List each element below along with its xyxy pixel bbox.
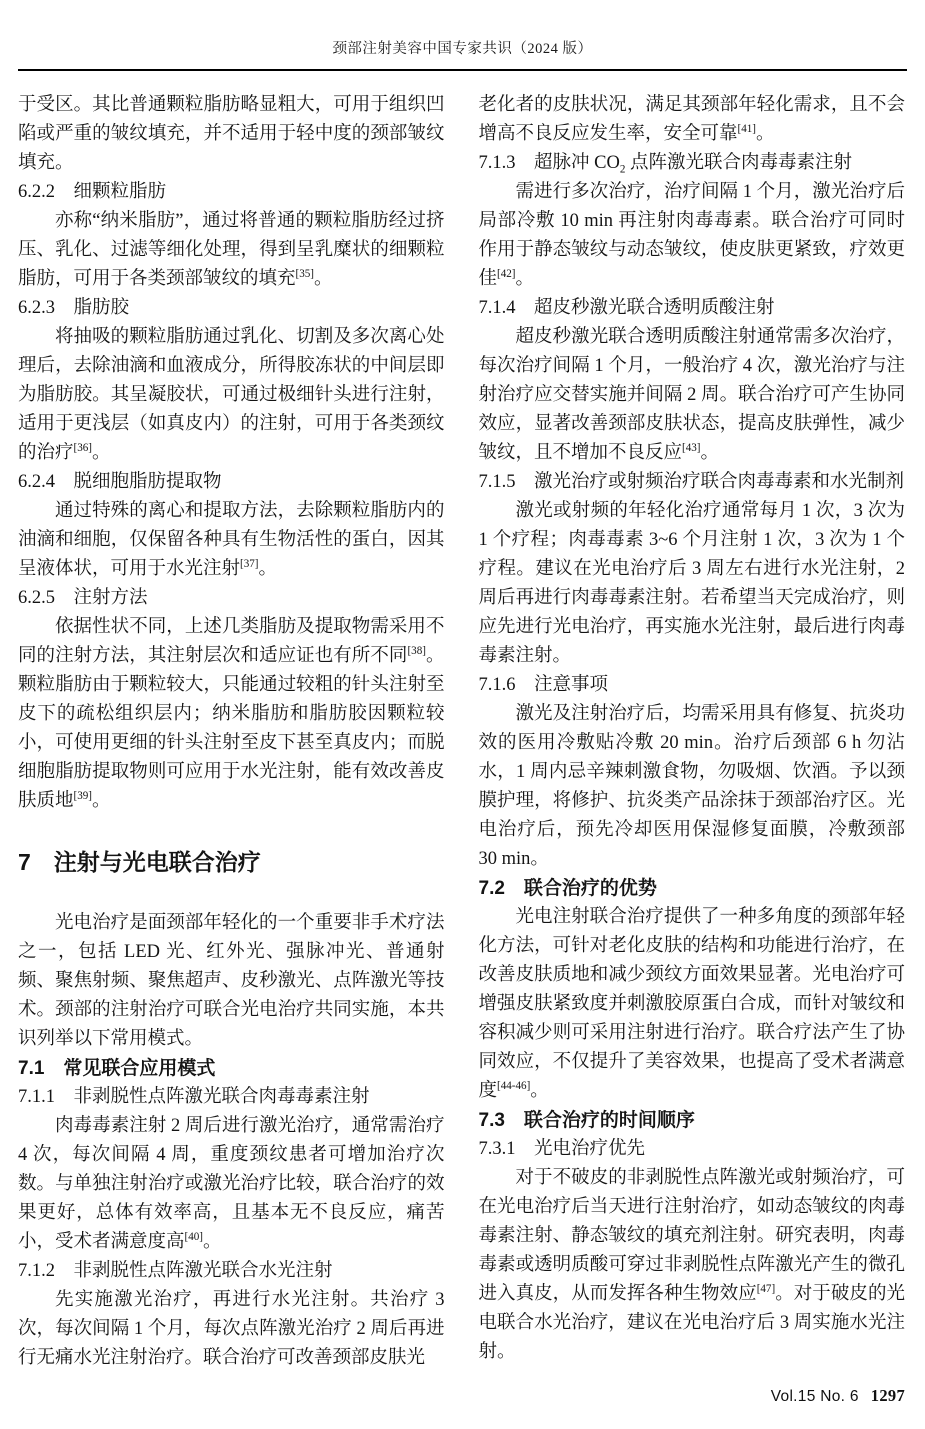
subsubsection-heading [479, 468, 906, 497]
text-run: 6.2.5 注射方法 [18, 588, 148, 608]
body-paragraph-continued [18, 91, 445, 178]
body-paragraph [18, 1112, 445, 1257]
text-run: 。 [92, 791, 111, 811]
text-run: 亦称“纳米脂肪”，通过将普通的颗粒脂肪经过挤压、乳化、过滤等细化处理，得到呈乳糜状的细颗粒脂肪，可用于各类颈部皱纹的填充 [18, 211, 445, 289]
header-rule [18, 69, 907, 71]
right-column [479, 91, 906, 1373]
text-run: 老化者的皮肤状况，满足其颈部年轻化需求，且不会增高不良反应发生率，安全可靠 [478, 95, 905, 144]
body-paragraph [479, 700, 906, 874]
text-run: 先实施激光治疗，再进行水光注射。共治疗 3 次，每次间隔 1 个月，每次点阵激光治疗 2 周后再进行无痛水光注射治疗。联合治疗可改善颈部皮肤光 [18, 1290, 445, 1368]
body-paragraph [18, 1286, 445, 1373]
body-paragraph [18, 323, 445, 468]
reference-citation-marker: [35] [295, 267, 314, 280]
subsection-heading [479, 874, 906, 903]
text-run: 肉毒毒素注射 2 周后进行激光治疗，通常需治疗 4 次，每次间隔 4 周，重度颈纹患者可增加治疗次数。与单独注射治疗或激光治疗比较，联合治疗的效果更好，总体有效率高，且基本无不良反应，痛苦小，受术者满意度高 [18, 1116, 445, 1252]
text-run: 6.2.4 脱细胞脂肪提取物 [18, 472, 222, 492]
text-run: 。 [258, 559, 278, 579]
text-run: 超皮秒激光联合透明质酸注射通常需多次治疗，每次治疗间隔 1 个月，一般治疗 4 次，激光治疗与注射治疗应交替实施并间隔 2 周。联合治疗可产生协同效应，显著改善颈部皮肤状态，提高皮肤弹性，减少皱纹，且不增加不良反应 [478, 327, 905, 463]
two-column-body [18, 91, 905, 1373]
chemical-formula-subscript: 2 [619, 163, 626, 176]
body-paragraph [479, 178, 906, 294]
subsubsection-heading [18, 178, 445, 207]
reference-citation-marker: [38] [407, 644, 426, 657]
text-run: 7.3.1 光电治疗优先 [478, 1139, 646, 1159]
text-run: 需进行多次治疗，治疗间隔 1 个月，激光治疗后局部冷敷 10 min 再注射肉毒毒素。联合治疗可同时作用于静态皱纹与动态皱纹，使皮肤更紧致，疗效更佳 [478, 182, 905, 289]
text-run: 。 [314, 269, 333, 289]
body-paragraph [479, 497, 906, 671]
text-run: 。 [700, 443, 720, 463]
body-paragraph [18, 613, 445, 816]
text-run: 7.1.4 超皮秒激光联合透明质酸注射 [478, 298, 775, 318]
page-number: 1297 [870, 1386, 905, 1405]
text-run: 6.2.3 脂肪胶 [18, 298, 130, 318]
text-run: 7.1.5 激光治疗或射频治疗联合肉毒毒素和水光制剂 [478, 472, 905, 492]
text-run: 7.1.1 非剥脱性点阵激光联合肉毒毒素注射 [18, 1087, 370, 1107]
body-paragraph [479, 903, 906, 1106]
body-paragraph [18, 497, 445, 584]
left-column [18, 91, 445, 1373]
subsection-heading [479, 1106, 906, 1135]
running-head-title: 颈部注射美容中国专家共识（2024 版） [332, 41, 593, 57]
section-heading [18, 847, 445, 877]
text-run: 7.1.3 超脉冲 CO [478, 153, 620, 173]
text-run: 。颗粒脂肪由于颗粒较大，只能通过较粗的针头注射至皮下的疏松组织层内；纳米脂肪和脂肪胶因颗粒较小，可使用更细的针头注射至皮下甚至真皮内；而脱细胞脂肪提取物则可应用于水光注射，能有效改善皮肤质地 [18, 646, 445, 811]
text-run: 。 [203, 1232, 222, 1252]
body-paragraph [479, 1164, 906, 1367]
volume-issue-label: Vol.15 No. 6 [770, 1388, 859, 1405]
text-run: 激光及注射治疗后，均需采用具有修复、抗炎功效的医用冷敷贴冷敷 20 min。治疗后颈部 6 h 勿沾水，1 周内忌辛辣刺激食物，勿吸烟、饮酒。予以颈膜护理，将修护、抗炎类产品涂抹于颈部治疗区。光电治疗后，预先冷却医用保湿修复面膜，冷敷颈部 30 min。 [478, 704, 905, 869]
reference-citation-marker: [43] [682, 441, 701, 454]
subsubsection-heading [18, 468, 445, 497]
text-run: 。 [530, 1081, 549, 1101]
subsubsection-heading [479, 294, 906, 323]
reference-citation-marker: [36] [73, 441, 92, 454]
subsection-heading [18, 1054, 445, 1083]
text-run: 。 [515, 269, 535, 289]
page-footer [771, 1386, 905, 1406]
text-run: 依据性状不同，上述几类脂肪及提取物需采用不同的注射方法，其注射层次和适应证也有所不同 [18, 617, 445, 666]
text-run: 将抽吸的颗粒脂肪通过乳化、切割及多次离心处理后，去除油滴和血液成分，所得胶冻状的中间层即为脂肪胶。其呈凝胶状，可通过极细针头进行注射，适用于更浅层（如真皮内）的注射，可用于各类颈纹的治疗 [18, 327, 445, 463]
text-run: 。 [756, 124, 775, 144]
text-run: 7.1 常见联合应用模式 [18, 1058, 216, 1079]
text-run: 光电治疗是面颈部年轻化的一个重要非手术疗法之一，包括 LED 光、红外光、强脉冲光、普通射频、聚焦射频、聚焦超声、皮秒激光、点阵激光等技术。颈部的注射治疗可联合光电治疗共同实施，本共识列举以下常用模式。 [18, 913, 445, 1049]
text-run: 7 注射与光电联合治疗 [18, 849, 261, 875]
body-paragraph [18, 207, 445, 294]
text-run: 。对于破皮的光电联合水光治疗，建议在光电治疗后 3 周实施水光注射。 [478, 1284, 905, 1362]
text-run: 6.2.2 细颗粒脂肪 [18, 182, 167, 202]
reference-citation-marker: [42] [497, 267, 516, 280]
body-paragraph [18, 909, 445, 1054]
body-paragraph-continued [479, 91, 906, 149]
reference-citation-marker: [39] [73, 789, 92, 802]
reference-citation-marker: [41] [737, 122, 756, 135]
subsubsection-heading [18, 1257, 445, 1286]
text-run: 于受区。其比普通颗粒脂肪略显粗大，可用于组织凹陷或严重的皱纹填充，并不适用于轻中度的颈部皱纹填充。 [18, 95, 445, 173]
reference-citation-marker: [47] [756, 1282, 776, 1295]
text-run: 7.1.6 注意事项 [478, 675, 609, 695]
text-run: 光电注射联合治疗提供了一种多角度的颈部年轻化方法，可针对老化皮肤的结构和功能进行治疗，在改善皮肤质地和减少颈纹方面效果显著。光电治疗可增强皮肤紧致度并刺激胶原蛋白合成，而针对皱纹和容积减少则可采用注射进行治疗。联合疗法产生了协同效应，不仅提升了美容效果，也提高了受术者满意度 [478, 907, 905, 1101]
subsubsection-heading [18, 1083, 445, 1112]
body-paragraph [479, 323, 906, 468]
text-run: 点阵激光联合肉毒毒素注射 [625, 153, 853, 173]
text-run: 通过特殊的离心和提取方法，去除颗粒脂肪内的油滴和细胞，仅保留各种具有生物活性的蛋白，因其呈液体状，可用于水光注射 [18, 501, 445, 579]
subsubsection-heading [18, 584, 445, 613]
text-run: 7.3 联合治疗的时间顺序 [478, 1110, 695, 1131]
text-run: 激光或射频的年轻化治疗通常每月 1 次，3 次为 1 个疗程；肉毒毒素 3~6 个月注射 1 次，3 次为 1 个疗程。建议在光电治疗后 3 周左右进行水光注射，2 周后再进行肉毒毒素注射。若希望当天完成治疗，则应先进行光电治疗，再实施水光注射，最后进行肉毒毒素注射。 [478, 501, 905, 666]
text-run: 7.1.2 非剥脱性点阵激光联合水光注射 [18, 1261, 333, 1281]
text-run: 7.2 联合治疗的优势 [478, 878, 657, 899]
reference-citation-marker: [37] [240, 557, 259, 570]
text-run: 对于不破皮的非剥脱性点阵激光或射频治疗，可在光电治疗后当天进行注射治疗，如动态皱纹的肉毒毒素注射、静态皱纹的填充剂注射。研究表明，肉毒毒素或透明质酸可穿过非剥脱性点阵激光产生的微孔进入真皮，从而发挥各种生物效应 [478, 1168, 905, 1304]
text-run: 。 [92, 443, 111, 463]
subsubsection-heading [479, 671, 906, 700]
reference-citation-marker: [44-46] [497, 1079, 531, 1092]
subsubsection-heading [18, 294, 445, 323]
reference-citation-marker: [40] [184, 1230, 203, 1243]
subsubsection-heading [479, 1135, 906, 1164]
subsubsection-heading [479, 149, 906, 178]
